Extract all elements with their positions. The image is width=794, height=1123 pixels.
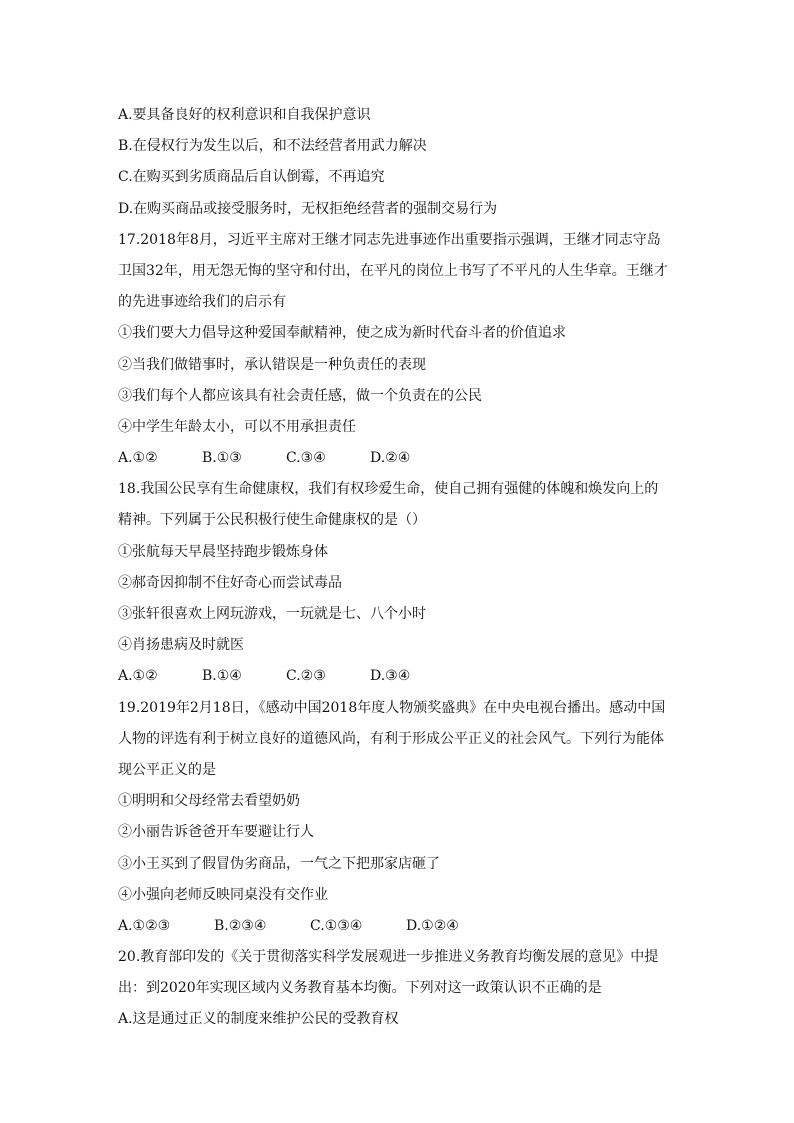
choice-c: C.①③④ [310,917,363,934]
choice-c: C.③④ [286,450,326,467]
choice-c: C.②③ [286,668,326,685]
q17-choices [118,443,678,474]
text-line: ②小丽告诉爸爸开车要避让行人 [118,824,314,841]
choice-d: D.①②④ [406,917,459,934]
text-line: A.要具备良好的权利意识和自我保护意识 [118,107,371,123]
choice-b: B.②③④ [214,917,267,934]
choice-b: B.①③ [202,450,242,467]
choice-d: D.②④ [370,450,411,467]
text-line: 人物的评选有利于树立良好的道德风尚，有利于形成公平正义的社会风气。下列行为能体 [118,730,664,747]
text-line: A.这是通过正义的制度来维护公民的受教育权 [118,1011,399,1028]
text-line: B.在侵权行为发生以后，和不法经营者用武力解决 [118,138,427,155]
choice-d: D.③④ [370,668,411,685]
choice-a: A.①②③ [118,917,171,934]
text-line: ③小王买到了假冒伪劣商品，一气之下把那家店砸了 [118,855,440,872]
text-line: ②郝奇因抑制不住好奇心而尝试毒品 [118,574,342,591]
text-line: ①我们要大力倡导这种爱国奉献精神，使之成为新时代奋斗者的价值追求 [118,325,566,342]
text-line: ④小强向老师反映同桌没有交作业 [118,886,328,903]
choice-b: B.①④ [202,668,242,685]
text-line: ③我们每个人都应该具有社会责任感，做一个负责在的公民 [118,387,482,404]
choice-a: A.①② [118,450,158,467]
text-line: ①明明和父母经常去看望奶奶 [118,793,300,810]
question-20-line: 20.教育部印发的《关于贯彻落实科学发展观进一步推进义务教育均衡发展的意见》中提 [118,949,659,966]
text-line: C.在购买到劣质商品后自认倒霉，不再追究 [118,169,385,186]
text-line: ③张轩很喜欢上网玩游戏，一玩就是七、八个小时 [118,606,426,622]
question-17-line: 17.2018年8月，习近平主席对王继才同志先进事迹作出重要指示强调，王继才同志守岛 [118,231,661,248]
choice-a: A.①② [118,668,158,685]
q19-choices [118,911,678,942]
text-line: ②当我们做错事时，承认错误是一种负责任的表现 [118,356,426,373]
text-line: ④中学生年龄太小，可以不用承担责任 [118,418,356,435]
text-line: 现公平正义的是 [118,761,216,778]
text-line: ④肖扬患病及时就医 [118,637,244,654]
text-line: ①张航每天早晨坚持跑步锻炼身体 [118,543,328,560]
q18-choices [118,661,678,692]
document-page [118,100,678,1036]
text-line: 的先进事迹给我们的启示有 [118,294,286,311]
question-19-line: 19.2019年2月18日，《感动中国2018年度人物颁奖盛典》在中央电视台播出。感动中国 [118,699,666,716]
text-line: D.在购买商品或接受服务时，无权拒绝经营者的强制交易行为 [118,200,498,217]
text-line: 出：到2020年实现区域内义务教育基本均衡。下列对这一政策认识不正确的是 [118,980,602,997]
text-line: 精神。下列属于公民积极行使生命健康权的是（） [118,512,426,529]
question-18-line: 18.我国公民享有生命健康权，我们有权珍爱生命，使自己拥有强健的体魄和焕发向上的 [118,481,659,498]
text-line: 卫国32年，用无怨无悔的坚守和付出，在平凡的岗位上书写了不平凡的人生华章。王继才 [118,262,668,279]
